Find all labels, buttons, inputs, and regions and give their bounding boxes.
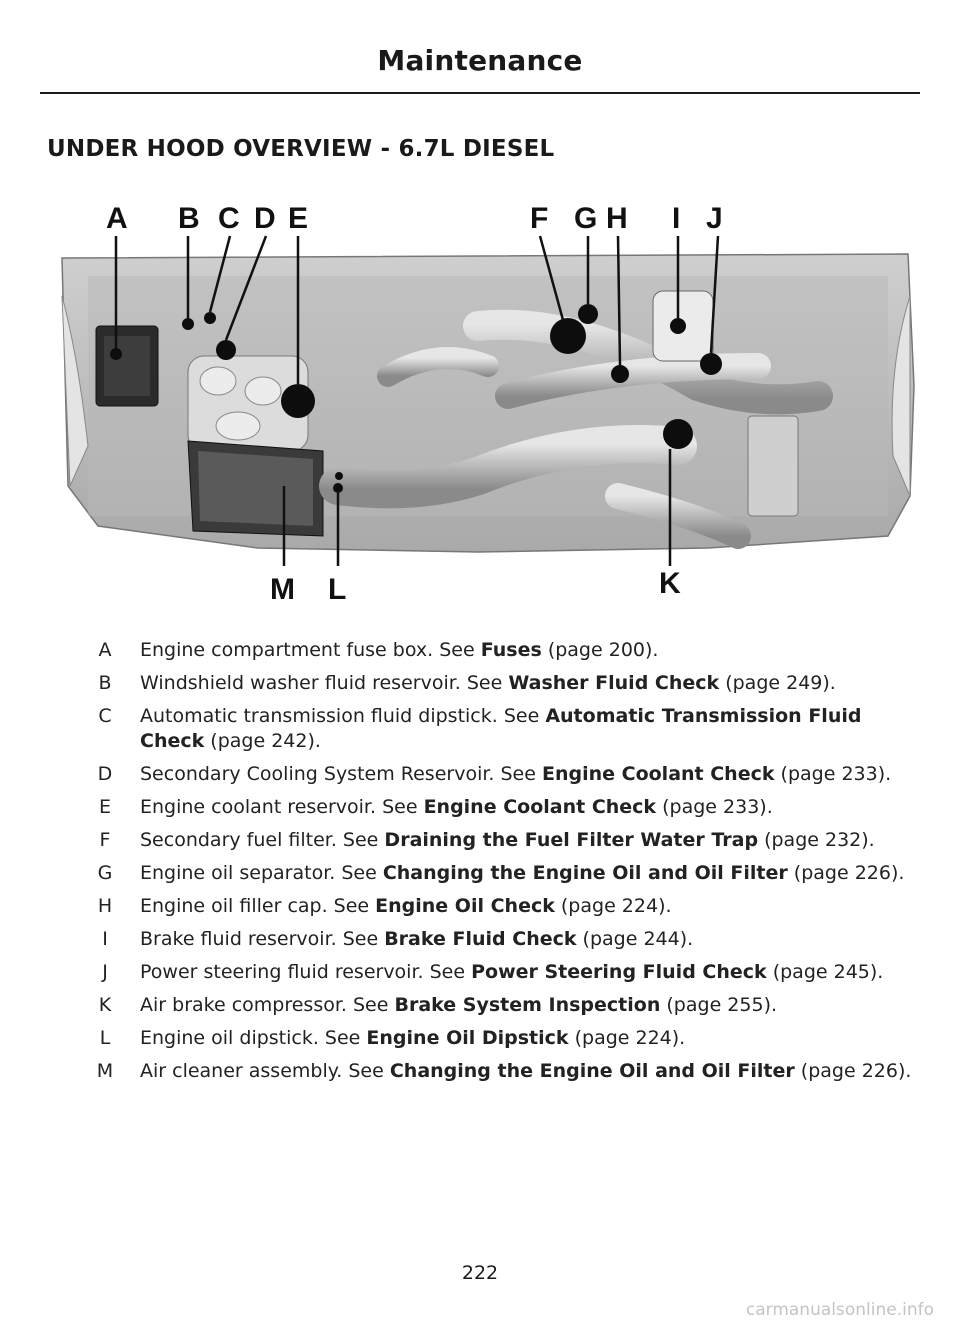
legend-key: K bbox=[98, 994, 112, 1016]
legend-page: (page 255). bbox=[660, 994, 778, 1016]
legend-reference: Engine Coolant Check bbox=[423, 796, 657, 818]
legend-key: C bbox=[98, 705, 112, 727]
legend-item bbox=[70, 671, 930, 696]
legend-description bbox=[140, 704, 930, 754]
legend-key: H bbox=[97, 895, 113, 917]
legend-page: (page 244). bbox=[576, 928, 694, 950]
legend-reference: Engine Oil Dipstick bbox=[366, 1027, 569, 1049]
legend-reference: Brake System Inspection bbox=[394, 994, 661, 1016]
legend-reference: Washer Fluid Check bbox=[508, 672, 720, 694]
legend-item bbox=[70, 993, 930, 1018]
legend-page: (page 224). bbox=[568, 1027, 686, 1049]
legend-text: Windshield washer fluid reservoir. See bbox=[140, 672, 509, 694]
legend-page: (page 233). bbox=[656, 796, 773, 818]
legend-text: Engine oil dipstick. See bbox=[140, 1027, 367, 1049]
right-side-module bbox=[748, 416, 798, 516]
header-divider bbox=[40, 92, 920, 94]
legend-key: M bbox=[96, 1060, 114, 1082]
callout-e: E bbox=[288, 202, 309, 235]
legend-description bbox=[140, 927, 930, 952]
legend-text: Air cleaner assembly. See bbox=[140, 1060, 390, 1082]
callout-h: H bbox=[606, 202, 628, 235]
legend-description bbox=[140, 861, 930, 886]
legend-reference: Automatic Transmission Fluid Check bbox=[140, 705, 862, 752]
callout-m: M bbox=[270, 573, 295, 606]
legend-item bbox=[70, 1059, 930, 1084]
legend-key: A bbox=[98, 639, 112, 661]
legend-text: Air brake compressor. See bbox=[140, 994, 395, 1016]
legend-item bbox=[70, 861, 930, 886]
callout-g: G bbox=[574, 202, 598, 235]
legend-page: (page 249). bbox=[719, 672, 836, 694]
callout-a: A bbox=[106, 202, 128, 235]
legend-page: (page 233). bbox=[774, 763, 892, 785]
legend-description bbox=[140, 993, 930, 1018]
legend-text: Power steering fluid reservoir. See bbox=[140, 961, 472, 983]
watermark: carmanualsonline.info bbox=[745, 1300, 934, 1320]
legend-item bbox=[70, 762, 930, 787]
callout-i: I bbox=[672, 202, 681, 235]
legend-text: Secondary fuel filter. See bbox=[140, 829, 385, 851]
legend-text: Engine oil separator. See bbox=[140, 862, 383, 884]
page-number: 222 bbox=[461, 1262, 499, 1284]
legend-page: (page 226). bbox=[794, 1060, 912, 1082]
legend-reference: Engine Oil Check bbox=[375, 895, 555, 917]
legend-key: G bbox=[97, 862, 113, 884]
callout-c: C bbox=[218, 202, 240, 235]
legend-page: (page 224). bbox=[554, 895, 672, 917]
legend-item bbox=[70, 894, 930, 919]
legend-description bbox=[140, 762, 930, 787]
legend-reference: Brake Fluid Check bbox=[384, 928, 577, 950]
legend-description bbox=[140, 894, 930, 919]
legend-reference: Changing the Engine Oil and Oil Filter bbox=[389, 1060, 795, 1082]
section-heading: UNDER HOOD OVERVIEW - 6.7L DIESEL bbox=[47, 136, 555, 162]
engine-bay-illustration bbox=[58, 196, 918, 606]
legend-item bbox=[70, 638, 930, 663]
legend-item bbox=[70, 795, 930, 820]
callout-b: B bbox=[178, 202, 200, 235]
legend-text: Engine oil filler cap. See bbox=[140, 895, 376, 917]
callout-f: F bbox=[530, 202, 549, 235]
legend-page: (page 242). bbox=[204, 730, 321, 752]
legend-text: Automatic transmission fluid dipstick. See bbox=[140, 705, 546, 727]
legend-key: I bbox=[102, 928, 108, 950]
page-header-title: Maintenance bbox=[377, 44, 583, 77]
legend-reference: Changing the Engine Oil and Oil Filter bbox=[382, 862, 788, 884]
legend-key: B bbox=[98, 672, 112, 694]
legend-page: (page 200). bbox=[541, 639, 659, 661]
air-cleaner-shape bbox=[188, 441, 323, 536]
component-legend bbox=[70, 638, 930, 1092]
legend-reference: Engine Coolant Check bbox=[541, 763, 775, 785]
legend-page: (page 226). bbox=[787, 862, 905, 884]
legend-item bbox=[70, 960, 930, 985]
legend-text: Brake fluid reservoir. See bbox=[140, 928, 385, 950]
legend-page: (page 232). bbox=[758, 829, 875, 851]
legend-item bbox=[70, 704, 930, 754]
legend-page: (page 245). bbox=[766, 961, 884, 983]
callout-j: J bbox=[706, 202, 723, 235]
callout-d: D bbox=[254, 202, 276, 235]
legend-key: F bbox=[99, 829, 111, 851]
legend-item bbox=[70, 1026, 930, 1051]
legend-key: J bbox=[102, 961, 108, 983]
legend-text: Secondary Cooling System Reservoir. See bbox=[140, 763, 542, 785]
legend-item bbox=[70, 927, 930, 952]
legend-key: E bbox=[98, 796, 111, 818]
legend-text: Engine compartment fuse box. See bbox=[140, 639, 481, 661]
legend-key: L bbox=[99, 1027, 111, 1049]
legend-text: Engine coolant reservoir. See bbox=[140, 796, 424, 818]
legend-reference: Fuses bbox=[480, 639, 542, 661]
legend-description bbox=[140, 795, 930, 820]
legend-reference: Draining the Fuel Filter Water Trap bbox=[384, 829, 759, 851]
legend-description bbox=[140, 1026, 930, 1051]
legend-description bbox=[140, 1059, 930, 1084]
legend-description bbox=[140, 828, 930, 853]
callout-l: L bbox=[328, 573, 347, 606]
legend-description bbox=[140, 960, 930, 985]
legend-description bbox=[140, 638, 930, 663]
legend-key: D bbox=[97, 763, 113, 785]
legend-description bbox=[140, 671, 930, 696]
fuse-box-shape bbox=[96, 326, 158, 406]
legend-item bbox=[70, 828, 930, 853]
callout-k: K bbox=[659, 567, 681, 600]
legend-reference: Power Steering Fluid Check bbox=[471, 961, 767, 983]
